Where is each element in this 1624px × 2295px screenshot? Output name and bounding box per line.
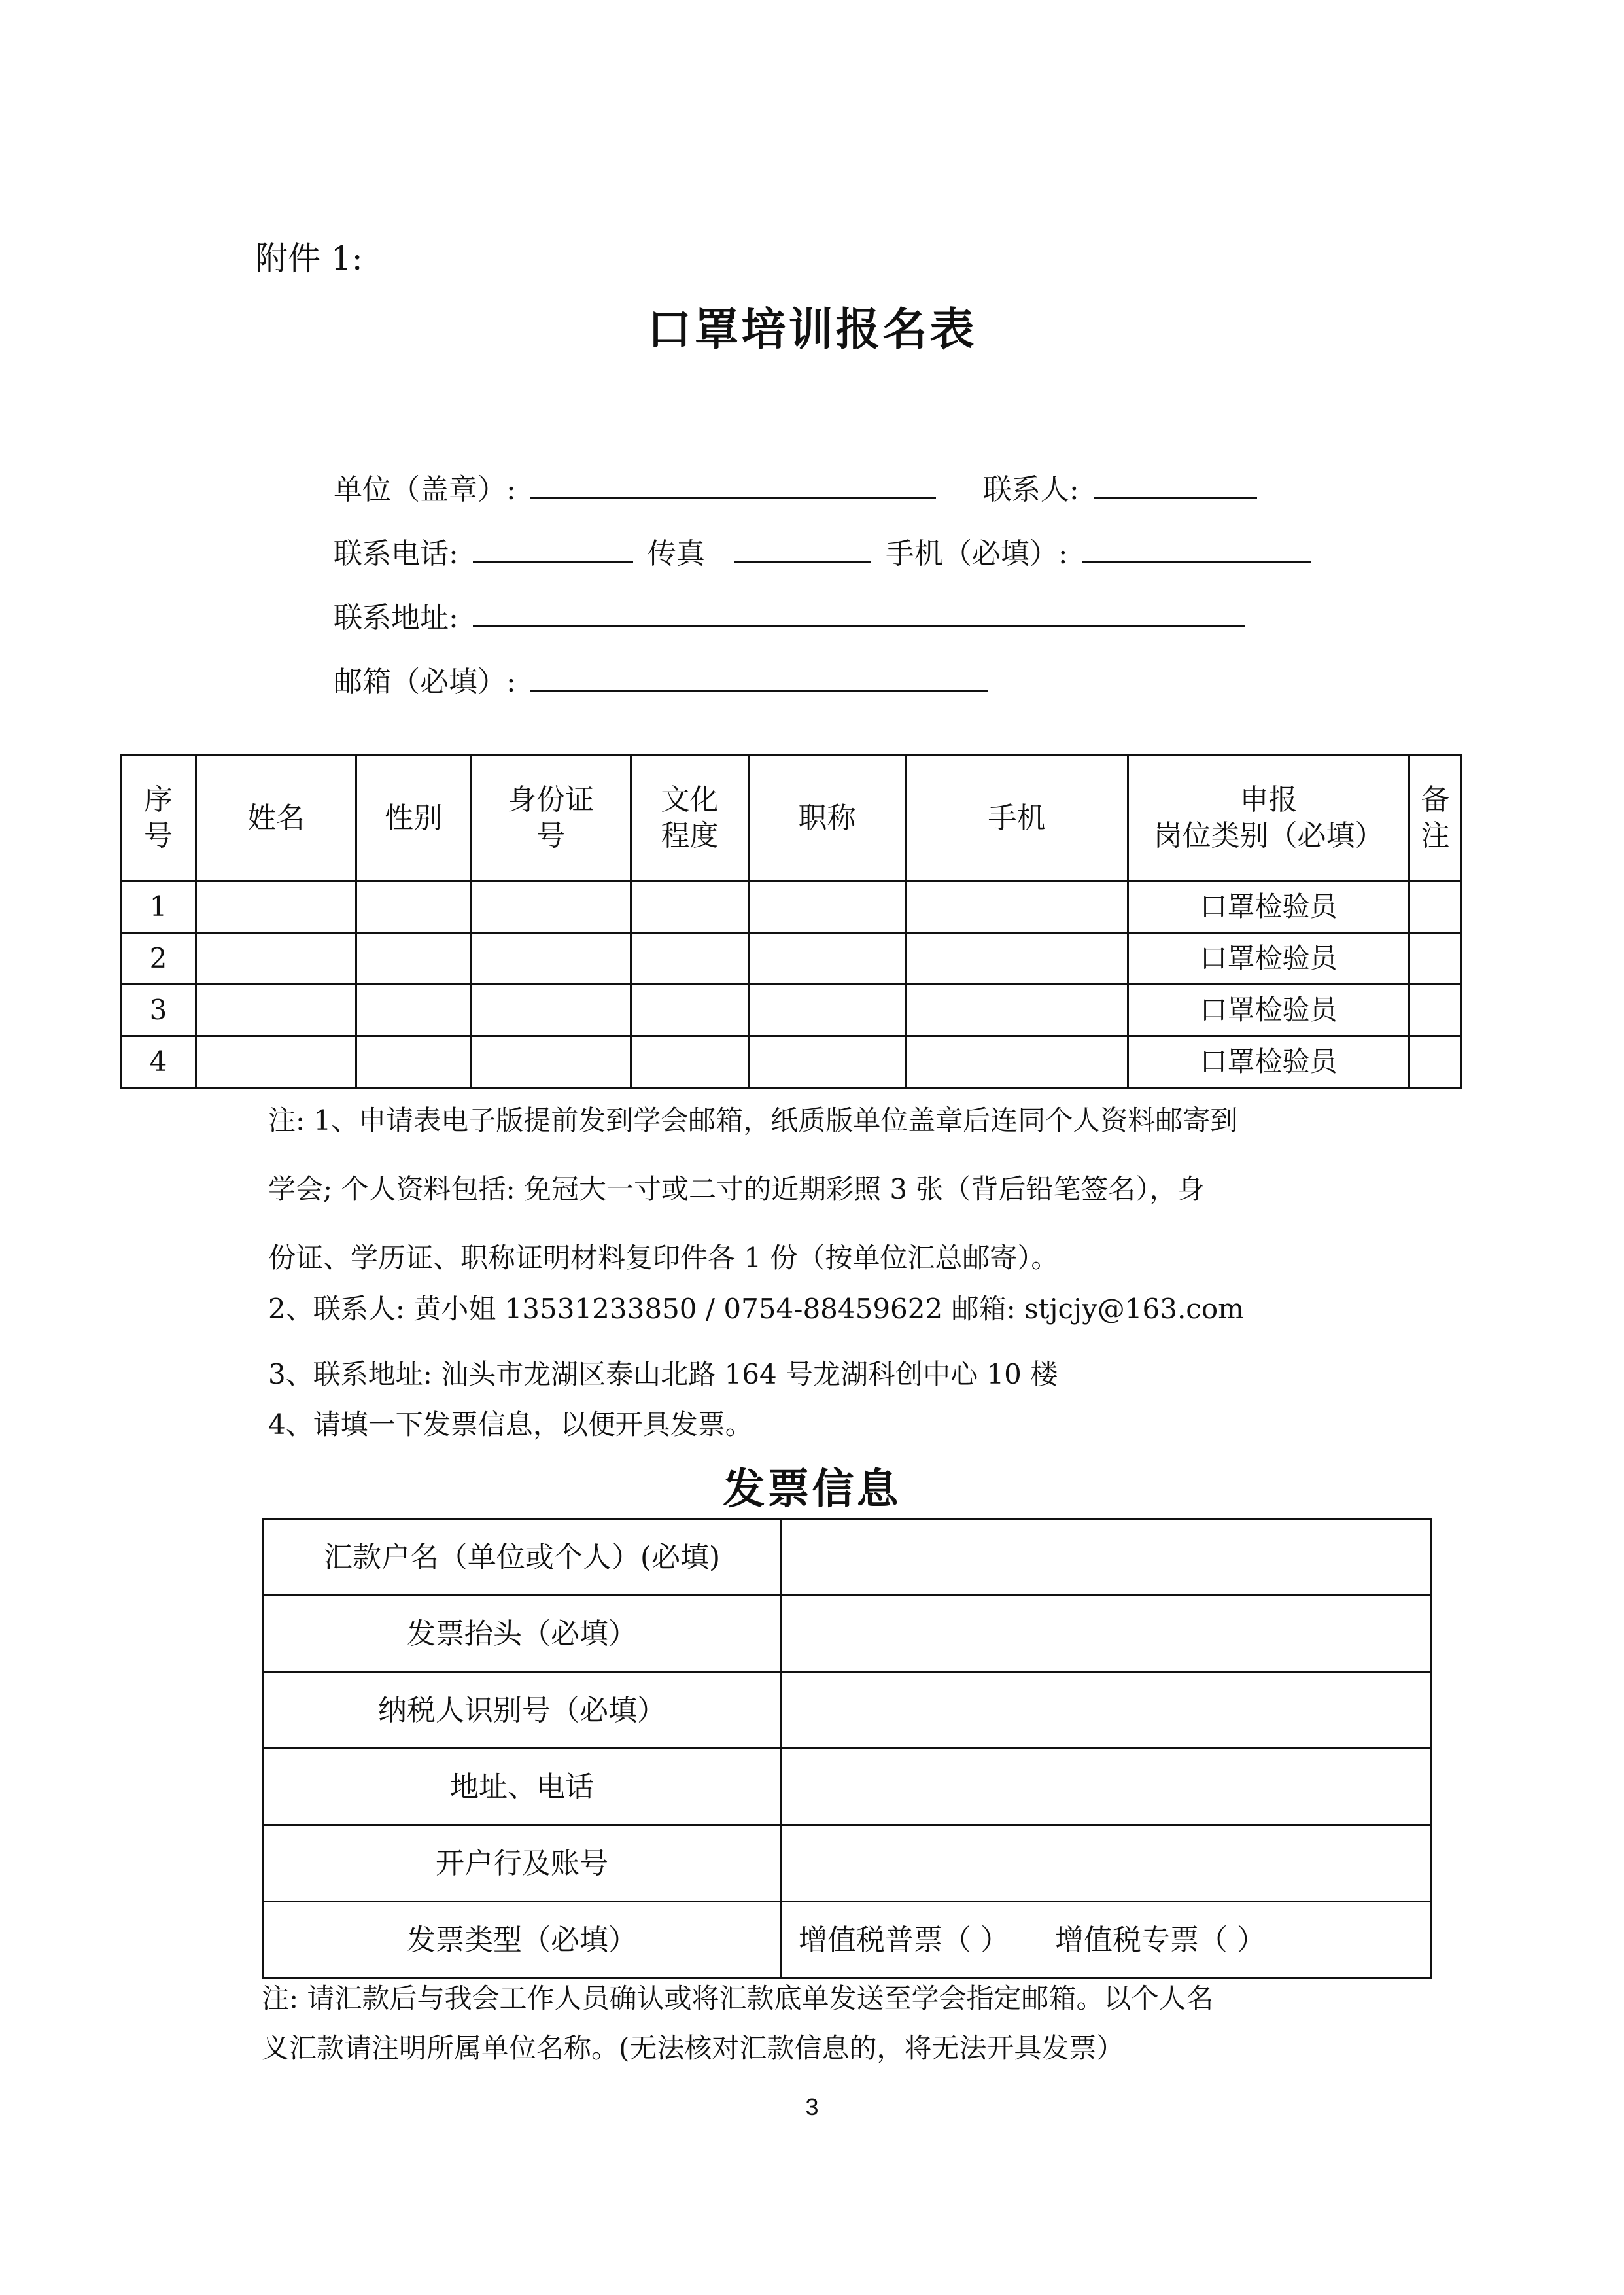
- invoice-row: [263, 1519, 1432, 1596]
- fax-input-line[interactable]: [734, 535, 871, 563]
- note-line-1: 注: 1、申请表电子版提前发到学会邮箱，纸质版单位盖章后连同个人资料邮寄到: [268, 1104, 1238, 1136]
- invoice-row: [263, 1749, 1432, 1825]
- invoice-row: [263, 1902, 1432, 1978]
- note-line-5: 3、联系地址: 汕头市龙湖区泰山北路 164 号龙湖科创中心 10 楼: [268, 1358, 1058, 1390]
- remitter-name-label: 汇款户名（单位或个人）(必填): [263, 1519, 782, 1596]
- invoice-header-cell[interactable]: [782, 1596, 1432, 1672]
- table-row: [121, 933, 1462, 985]
- header-mobile: 手机: [906, 755, 1128, 881]
- email-field-row: [334, 658, 993, 700]
- taxpayer-id-cell[interactable]: [782, 1672, 1432, 1749]
- contact-label: 联系人:: [982, 473, 1079, 506]
- remitter-name-cell[interactable]: [782, 1519, 1432, 1596]
- bank-account-label: 开户行及账号: [263, 1825, 782, 1902]
- category-cell: 口罩检验员: [1128, 881, 1409, 933]
- invoice-header-label: 发票抬头（必填）: [263, 1596, 782, 1672]
- address-field-row: [334, 594, 1250, 636]
- row-number: 3: [121, 985, 196, 1036]
- invoice-title: 发票信息: [723, 1465, 901, 1514]
- name-cell[interactable]: [196, 1036, 356, 1088]
- id-number-cell[interactable]: [471, 881, 631, 933]
- remarks-cell[interactable]: [1409, 881, 1462, 933]
- header-remarks: 备注: [1409, 755, 1462, 881]
- invoice-row: [263, 1672, 1432, 1749]
- contact-input-line[interactable]: [1094, 471, 1257, 499]
- mobile-cell[interactable]: [906, 933, 1128, 985]
- header-id-number: 身份证 号: [471, 755, 631, 881]
- phone-label: 联系电话:: [334, 537, 458, 570]
- invoice-type-cell: [782, 1902, 1432, 1978]
- header-title: 职称: [749, 755, 906, 881]
- address-phone-cell[interactable]: [782, 1749, 1432, 1825]
- phone-input-line[interactable]: [473, 535, 633, 563]
- category-cell: 口罩检验员: [1128, 1036, 1409, 1088]
- education-cell[interactable]: [631, 985, 749, 1036]
- registration-table: [120, 754, 1462, 1089]
- mobile-label: 手机（必填）:: [885, 537, 1068, 570]
- invoice-type-special-option[interactable]: 增值税专票（ ）: [1055, 1923, 1266, 1957]
- category-cell: 口罩检验员: [1128, 985, 1409, 1036]
- invoice-row: [263, 1596, 1432, 1672]
- education-cell[interactable]: [631, 881, 749, 933]
- attachment-label: 附件 1:: [255, 239, 363, 277]
- name-cell[interactable]: [196, 985, 356, 1036]
- header-gender: 性别: [356, 755, 471, 881]
- table-row: [121, 985, 1462, 1036]
- email-label: 邮箱（必填）:: [334, 665, 516, 699]
- note-line-2: 学会; 个人资料包括: 免冠大一寸或二寸的近期彩照 3 张（背后铅笔签名），身: [268, 1173, 1205, 1205]
- note-line-4: 2、联系人: 黄小姐 13531233850 / 0754-88459622 邮箱: stjcjy@163.com: [268, 1293, 1244, 1325]
- address-input-line[interactable]: [473, 599, 1245, 627]
- remarks-cell[interactable]: [1409, 1036, 1462, 1088]
- row-number: 4: [121, 1036, 196, 1088]
- bank-account-cell[interactable]: [782, 1825, 1432, 1902]
- education-cell[interactable]: [631, 1036, 749, 1088]
- gender-cell[interactable]: [356, 985, 471, 1036]
- unit-input-line[interactable]: [530, 471, 936, 499]
- name-cell[interactable]: [196, 881, 356, 933]
- mobile-cell[interactable]: [906, 1036, 1128, 1088]
- form-title: 口罩培训报名表: [647, 304, 977, 356]
- remarks-cell[interactable]: [1409, 985, 1462, 1036]
- name-cell[interactable]: [196, 933, 356, 985]
- fax-label: 传真: [647, 537, 705, 570]
- mobile-cell[interactable]: [906, 985, 1128, 1036]
- table-row: [121, 881, 1462, 933]
- title-cell[interactable]: [749, 1036, 906, 1088]
- email-input-line[interactable]: [530, 663, 988, 692]
- row-number: 1: [121, 881, 196, 933]
- remarks-cell[interactable]: [1409, 933, 1462, 985]
- header-seq: 序 号: [121, 755, 196, 881]
- address-label: 联系地址:: [334, 601, 458, 635]
- category-cell: 口罩检验员: [1128, 933, 1409, 985]
- phone-field-row: [334, 530, 1317, 572]
- header-education: 文化 程度: [631, 755, 749, 881]
- id-number-cell[interactable]: [471, 933, 631, 985]
- gender-cell[interactable]: [356, 881, 471, 933]
- address-phone-label: 地址、电话: [263, 1749, 782, 1825]
- note-line-6: 4、请填一下发票信息，以便开具发票。: [268, 1409, 753, 1441]
- title-cell[interactable]: [749, 933, 906, 985]
- header-category: 申报 岗位类别（必填）: [1128, 755, 1409, 881]
- mobile-input-line[interactable]: [1082, 535, 1311, 563]
- invoice-type-general-option[interactable]: 增值税普票（ ）: [799, 1923, 1009, 1957]
- gender-cell[interactable]: [356, 933, 471, 985]
- title-cell[interactable]: [749, 985, 906, 1036]
- footer-note-line-1: 注: 请汇款后与我会工作人员确认或将汇款底单发送至学会指定邮箱。以个人名: [262, 1982, 1214, 2014]
- invoice-table: [262, 1518, 1432, 1979]
- title-cell[interactable]: [749, 881, 906, 933]
- education-cell[interactable]: [631, 933, 749, 985]
- unit-field-row: [334, 466, 1262, 508]
- invoice-type-label: 发票类型（必填）: [263, 1902, 782, 1978]
- invoice-row: [263, 1825, 1432, 1902]
- id-number-cell[interactable]: [471, 1036, 631, 1088]
- taxpayer-id-label: 纳税人识别号（必填）: [263, 1672, 782, 1749]
- note-line-3: 份证、学历证、职称证明材料复印件各 1 份（按单位汇总邮寄）。: [268, 1242, 1059, 1274]
- gender-cell[interactable]: [356, 1036, 471, 1088]
- header-name: 姓名: [196, 755, 356, 881]
- id-number-cell[interactable]: [471, 985, 631, 1036]
- unit-label: 单位（盖章）:: [334, 473, 516, 506]
- table-header-row: [121, 755, 1462, 881]
- page-number: 3: [805, 2094, 819, 2120]
- table-row: [121, 1036, 1462, 1088]
- row-number: 2: [121, 933, 196, 985]
- mobile-cell[interactable]: [906, 881, 1128, 933]
- footer-note-line-2: 义汇款请注明所属单位名称。(无法核对汇款信息的，将无法开具发票）: [262, 2032, 1124, 2064]
